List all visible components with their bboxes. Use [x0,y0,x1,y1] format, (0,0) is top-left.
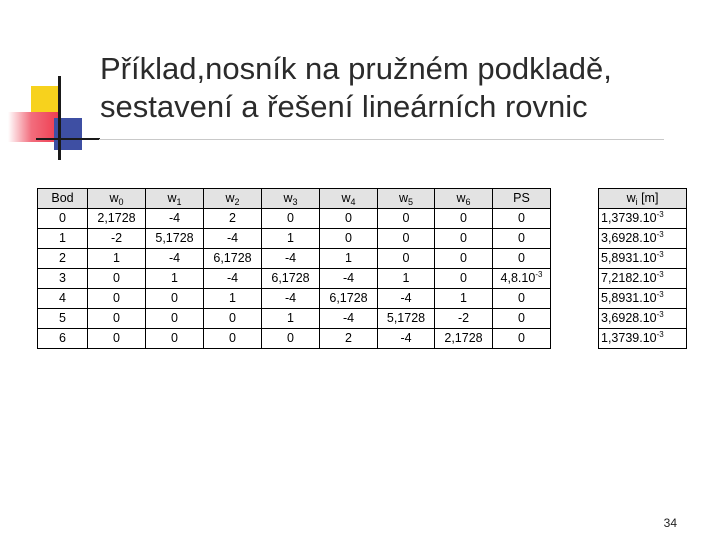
table-cell [204,209,262,229]
results-exponent: -3 [656,230,664,239]
table-row [38,329,551,349]
table-cell [146,269,204,289]
table-cell [435,309,493,329]
results-row [599,329,687,349]
cell-value: 0 [287,331,294,345]
table-cell [88,309,146,329]
cell-value: 0 [59,211,66,225]
table-cell [320,249,378,269]
table-cell [435,289,493,309]
column-header-base: w [456,191,466,205]
table-cell [493,309,551,329]
table-cell [204,309,262,329]
cell-value: -2 [110,231,123,245]
results-row [599,289,687,309]
table-cell [435,209,493,229]
column-header-subscript: 1 [176,197,182,207]
results-cell [599,309,687,329]
cell-value: 1 [345,251,352,265]
slide-logo-decoration [0,0,110,170]
cell-value: 0 [460,271,467,285]
cell-value: 6,1728 [213,251,252,265]
column-header [493,189,551,209]
table-cell [146,289,204,309]
cell-value: 6 [59,331,66,345]
table-cell [378,229,435,249]
column-header-base: w [109,191,119,205]
cell-value: 0 [171,291,178,305]
table-cell [320,229,378,249]
table-cell [38,229,88,249]
table-row [38,289,551,309]
results-exponent: -3 [656,250,664,259]
table-cell [320,209,378,229]
table-cell [38,269,88,289]
results-header-unit: [m] [637,191,659,205]
cell-value: 2 [229,211,236,225]
table-cell [262,229,320,249]
cell-value: 0 [402,251,410,265]
cell-value: 0 [402,231,410,245]
cell-value: 0 [229,331,236,345]
results-exponent: -3 [656,290,664,299]
cell-value: 0 [113,311,120,325]
table-cell [262,249,320,269]
cell-value: 0 [113,271,120,285]
table-cell [378,309,435,329]
stiffness-matrix-table [37,188,551,349]
cell-value: -4 [342,311,355,325]
cell-value: 0 [113,291,120,305]
table-row [38,269,551,289]
cell-value: 0 [171,311,178,325]
cell-value: 1 [402,271,410,285]
cell-value: 2 [59,251,66,265]
results-header-row [599,189,687,209]
cell-value: -4 [400,291,412,305]
cell-value: -4 [168,211,181,225]
results-value: 1,3739.10 [601,331,657,345]
table-row [38,209,551,229]
table-cell [38,309,88,329]
cell-value: 0 [171,331,178,345]
cell-value: 1 [287,311,294,325]
cell-value: 0 [460,251,467,265]
cell-value: 0 [518,251,525,265]
column-header [435,189,493,209]
results-value: 5,8931.10 [601,291,657,305]
results-header-base: w [626,191,636,205]
column-header [204,189,262,209]
table-cell [88,289,146,309]
logo-horizontal-line [36,138,100,140]
cell-value: 1 [113,251,120,265]
results-exponent: -3 [656,310,664,319]
table-cell [146,229,204,249]
table-cell [146,309,204,329]
cell-value: 0 [287,211,294,225]
cell-value: 1 [287,231,294,245]
column-header-subscript: 0 [118,197,124,207]
column-header [146,189,204,209]
cell-value: 6,1728 [271,271,310,285]
table-row [38,309,551,329]
cell-value: 0 [460,211,467,225]
table-row [38,229,551,249]
cell-value: 0 [518,331,525,345]
cell-value: -4 [400,331,412,345]
cell-value: 5,1728 [155,231,194,245]
table-cell [204,269,262,289]
column-header-base: w [341,191,351,205]
cell-value: -4 [284,291,297,305]
column-header-base: PS [513,191,530,205]
cell-value: 0 [229,311,236,325]
table-cell [493,289,551,309]
results-row [599,249,687,269]
results-row [599,309,687,329]
page-number: 34 [663,516,677,530]
cell-value: 5,1728 [386,311,426,325]
cell-value: 1 [460,291,467,305]
table-cell [320,269,378,289]
column-header [320,189,378,209]
table-cell [146,329,204,349]
cell-value: 0 [402,211,410,225]
results-value: 3,6928.10 [601,231,657,245]
cell-value: 0 [518,211,525,225]
table-cell [493,329,551,349]
results-value: 5,8931.10 [601,251,657,265]
results-cell [599,269,687,289]
table-cell [378,249,435,269]
cell-value: -4 [226,271,239,285]
results-exponent: -3 [656,210,664,219]
results-header-cell [599,189,687,209]
table-cell [204,289,262,309]
column-header-subscript: 6 [465,197,471,207]
cell-value: 2,1728 [97,211,136,225]
table-cell [493,249,551,269]
results-row [599,229,687,249]
results-cell [599,209,687,229]
table-cell [262,309,320,329]
results-exponent: -3 [656,270,664,279]
table-cell [320,329,378,349]
cell-value: 0 [345,211,352,225]
table-cell [204,249,262,269]
table-cell [378,269,435,289]
cell-value: 0 [518,231,525,245]
cell-value: 0 [345,231,352,245]
column-header-base: w [283,191,293,205]
table-cell [204,229,262,249]
cell-exponent: -3 [535,270,543,279]
cell-value: 0 [518,311,525,325]
column-header-subscript: 2 [234,197,240,207]
table-cell [88,209,146,229]
slide-title: Příklad,nosník na pružném podkladě, sestavení a řešení lineárních rovnic [100,51,612,124]
cell-value: 1 [59,231,66,245]
column-header [38,189,88,209]
table-cell [262,209,320,229]
table-cell [146,209,204,229]
table-cell [88,329,146,349]
logo-vertical-line [58,76,61,160]
results-table [598,188,687,349]
results-cell [599,249,687,269]
results-value: 1,3739.10 [601,211,657,225]
table-cell [320,289,378,309]
column-header-base: w [398,191,408,205]
cell-value: 1 [171,271,178,285]
table-cell [38,329,88,349]
table-header-row [38,189,551,209]
cell-value: -4 [284,251,297,265]
table-cell [262,269,320,289]
table-cell [378,329,435,349]
column-header-base: w [167,191,177,205]
table-cell [493,229,551,249]
cell-value: -2 [457,311,470,325]
cell-value: 1 [229,291,236,305]
column-header-base: w [225,191,235,205]
cell-value: 0 [113,331,120,345]
column-header [378,189,435,209]
table-cell [435,249,493,269]
table-cell [88,269,146,289]
table-cell [493,209,551,229]
column-header-base: Bod [51,191,74,205]
results-row [599,269,687,289]
table-cell [88,249,146,269]
cell-value: -4 [226,231,239,245]
cell-value: 3 [59,271,66,285]
results-cell [599,289,687,309]
table-cell [38,289,88,309]
table-cell [88,229,146,249]
cell-value: 4,8.10 [500,271,536,285]
results-value: 7,2182.10 [601,271,657,285]
results-value: 3,6928.10 [601,311,657,325]
results-cell [599,229,687,249]
table-cell [435,329,493,349]
column-header-subscript: 4 [350,197,356,207]
cell-value: -4 [342,271,355,285]
cell-value: 0 [518,291,525,305]
table-cell [204,329,262,349]
table-cell [262,289,320,309]
column-header-subscript: 5 [408,197,414,207]
table-cell [262,329,320,349]
table-cell [38,209,88,229]
column-header-subscript: 3 [292,197,298,207]
cell-value: 6,1728 [329,291,368,305]
cell-value: 2,1728 [444,331,483,345]
table-cell [435,229,493,249]
table-cell [378,289,435,309]
table-cell [493,269,551,289]
column-header [88,189,146,209]
table-cell [320,309,378,329]
results-header-sub: i [635,197,638,207]
title-underline [99,139,664,140]
results-row [599,209,687,229]
table-cell [378,209,435,229]
column-header [262,189,320,209]
cell-value: 2 [345,331,352,345]
table-cell [435,269,493,289]
results-exponent: -3 [656,330,664,339]
table-cell [146,249,204,269]
cell-value: -4 [168,251,181,265]
table-row [38,249,551,269]
table-cell [38,249,88,269]
cell-value: 0 [460,231,467,245]
cell-value: 4 [59,291,66,305]
results-cell [599,329,687,349]
cell-value: 5 [59,311,66,325]
